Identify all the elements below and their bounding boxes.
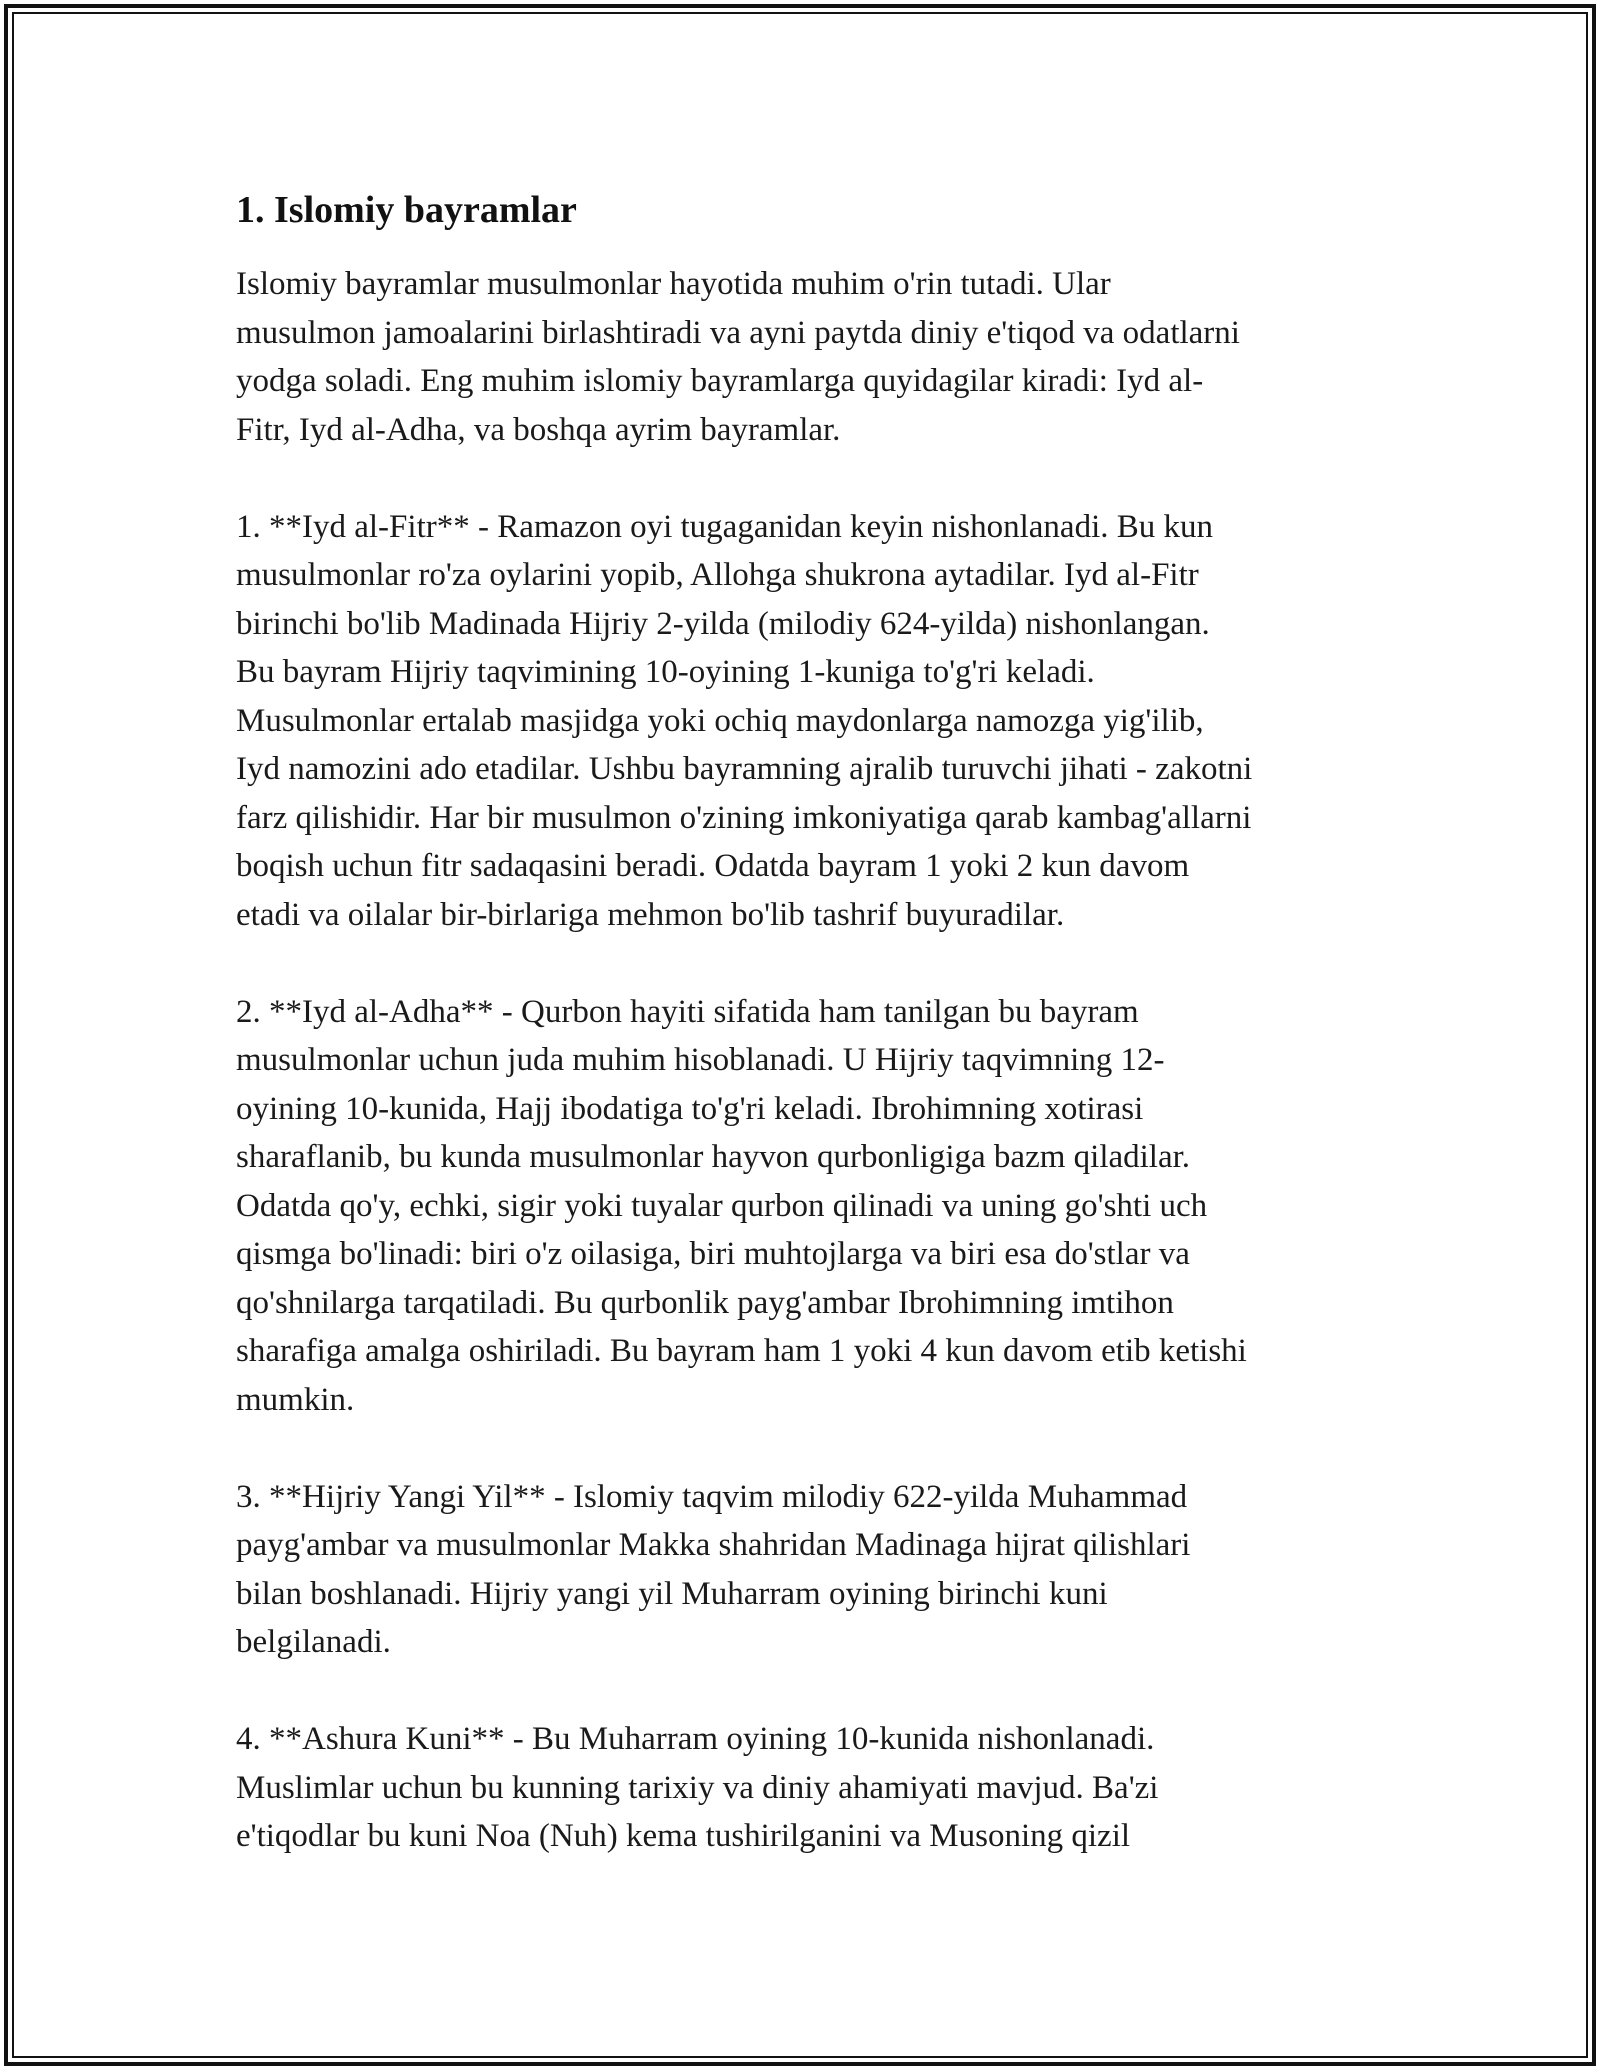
paragraph-line: Musulmonlar ertalab masjidga yoki ochiq maydonlarga namozga yig'ilib, bbox=[236, 702, 1204, 739]
paragraph-line: Muslimlar uchun bu kunning tarixiy va diniy ahamiyati mavjud. Ba'zi bbox=[236, 1769, 1159, 1806]
paragraph-line: musulmonlar uchun juda muhim hisoblanadi. U Hijriy taqvimning 12- bbox=[236, 1042, 1165, 1078]
paragraph-line: yodga soladi. Eng muhim islomiy bayramlarga quyidagilar kiradi: Iyd al- bbox=[236, 363, 1204, 399]
paragraph-line: payg'ambar va musulmonlar Makka shahridan Madinaga hijrat qilishlari bbox=[236, 1527, 1191, 1563]
paragraph-line: e'tiqodlar bu kuni Noa (Nuh) kema tushirilganini va Musoning qizil bbox=[236, 1818, 1131, 1854]
paragraph-line: bilan boshlanadi. Hijriy yangi yil Muharram oyining birinchi kuni bbox=[236, 1575, 1108, 1612]
paragraph-line: sharafiga amalga oshiriladi. Bu bayram ham 1 yoki 4 kun davom etib ketishi bbox=[236, 1333, 1247, 1369]
paragraph-line: musulmon jamoalarini birlashtiradi va ayni paytda diniy e'tiqod va odatlarni bbox=[236, 314, 1240, 351]
hijriy-yangi-yil-paragraph bbox=[236, 1473, 1376, 1667]
paragraph-line: qo'shnilarga tarqatiladi. Bu qurbonlik payg'ambar Ibrohimning imtihon bbox=[236, 1284, 1174, 1321]
paragraph-line: qismga bo'linadi: biri o'z oilasiga, biri muhtojlarga va biri esa do'stlar va bbox=[236, 1236, 1190, 1272]
section-heading: 1. Islomiy bayramlar bbox=[236, 189, 577, 231]
paragraph-line: 4. **Ashura Kuni** - Bu Muharram oyining 10-kunida nishonlanadi. bbox=[236, 1721, 1155, 1757]
paragraph-line: Bu bayram Hijriy taqvimining 10-oyining 1-kuniga to'g'ri keladi. bbox=[236, 654, 1095, 690]
paragraph-line: belgilanadi. bbox=[236, 1624, 391, 1660]
paragraph-line: Iyd namozini ado etadilar. Ushbu bayramning ajralib turuvchi jihati - zakotni bbox=[236, 751, 1253, 787]
paragraph-line: Odatda qo'y, echki, sigir yoki tuyalar qurbon qilinadi va uning go'shti uch bbox=[236, 1187, 1208, 1224]
paragraph-line: oyining 10-kunida, Hajj ibodatiga to'g'ri keladi. Ibrohimning xotirasi bbox=[236, 1090, 1144, 1127]
paragraph-line: 2. **Iyd al-Adha** - Qurbon hayiti sifatida ham tanilgan bu bayram bbox=[236, 993, 1139, 1030]
paragraph-line: 1. **Iyd al-Fitr** - Ramazon oyi tugaganidan keyin nishonlanadi. Bu kun bbox=[236, 508, 1213, 545]
intro-paragraph bbox=[236, 260, 1376, 454]
paragraph-line: sharaflanib, bu kunda musulmonlar hayvon qurbonligiga bazm qiladilar. bbox=[236, 1139, 1191, 1175]
paragraph-line: farz qilishidir. Har bir musulmon o'zining imkoniyatiga qarab kambag'allarni bbox=[236, 799, 1252, 836]
paragraph-line: etadi va oilalar bir-birlariga mehmon bo'lib tashrif buyuradilar. bbox=[236, 896, 1065, 933]
paragraph-line: 3. **Hijriy Yangi Yil** - Islomiy taqvim milodiy 622-yilda Muhammad bbox=[236, 1478, 1188, 1515]
paragraph-line: Fitr, Iyd al-Adha, va boshqa ayrim bayramlar. bbox=[236, 411, 841, 448]
iyd-al-fitr-paragraph bbox=[236, 503, 1376, 940]
ashura-kuni-paragraph bbox=[236, 1715, 1376, 1861]
paragraph-line: birinchi bo'lib Madinada Hijriy 2-yilda (milodiy 624-yilda) nishonlangan. bbox=[236, 605, 1210, 642]
paragraph-line: musulmonlar ro'za oylarini yopib, Allohga shukrona aytadilar. Iyd al-Fitr bbox=[236, 557, 1199, 593]
paragraph-line: boqish uchun fitr sadaqasini beradi. Odatda bayram 1 yoki 2 kun davom bbox=[236, 848, 1190, 884]
iyd-al-adha-paragraph bbox=[236, 988, 1376, 1425]
paragraph-line: mumkin. bbox=[236, 1381, 355, 1418]
paragraph-line: Islomiy bayramlar musulmonlar hayotida muhim o'rin tutadi. Ular bbox=[236, 266, 1111, 302]
document-body bbox=[236, 186, 1376, 1909]
